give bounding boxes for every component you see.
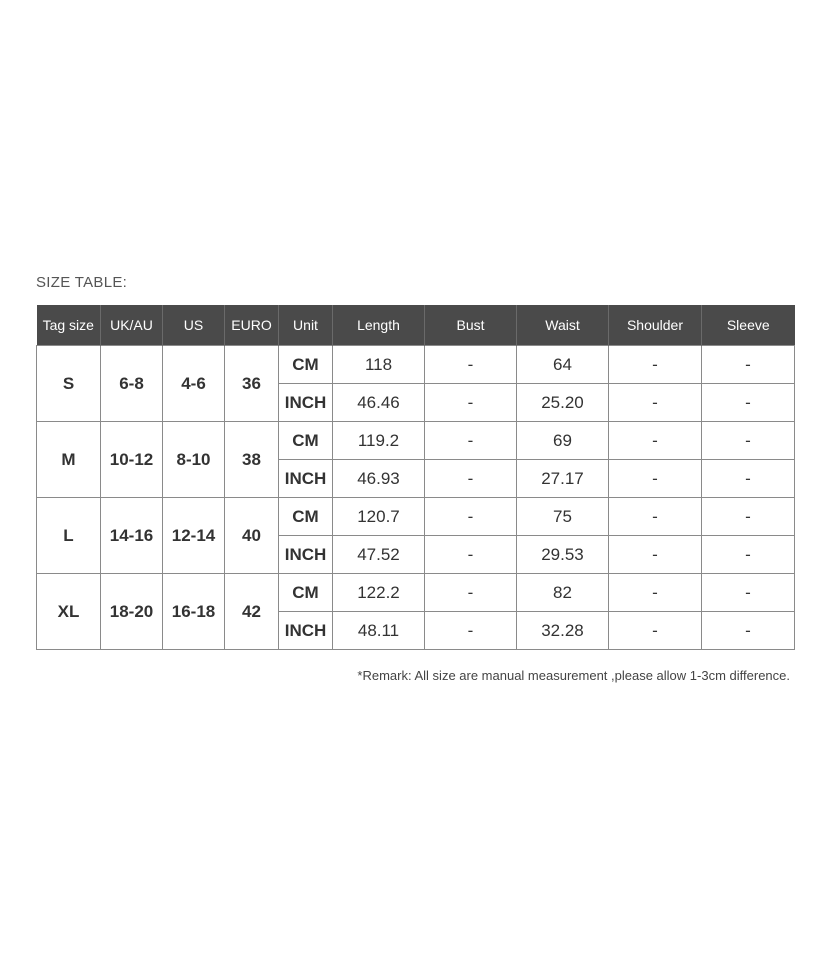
header-length: Length (333, 305, 425, 346)
waist-cell: 29.53 (517, 536, 609, 574)
uk-au-cell: 6-8 (101, 346, 163, 422)
table-row (37, 498, 795, 536)
sleeve-cell: - (702, 498, 795, 536)
sleeve-cell: - (702, 422, 795, 460)
waist-cell: 75 (517, 498, 609, 536)
tag-size-cell: M (37, 422, 101, 498)
sleeve-cell: - (702, 384, 795, 422)
sleeve-cell: - (702, 460, 795, 498)
length-cell: 120.7 (333, 498, 425, 536)
euro-cell: 42 (225, 574, 279, 650)
unit-cell: INCH (279, 384, 333, 422)
tag-size-cell: XL (37, 574, 101, 650)
header-shoulder: Shoulder (609, 305, 702, 346)
bust-cell: - (425, 612, 517, 650)
euro-cell: 36 (225, 346, 279, 422)
unit-cell: INCH (279, 536, 333, 574)
length-cell: 46.93 (333, 460, 425, 498)
bust-cell: - (425, 574, 517, 612)
size-table (36, 305, 795, 650)
us-cell: 12-14 (163, 498, 225, 574)
header-tag-size: Tag size (37, 305, 101, 346)
waist-cell: 64 (517, 346, 609, 384)
tag-size-cell: S (37, 346, 101, 422)
shoulder-cell: - (609, 536, 702, 574)
us-cell: 8-10 (163, 422, 225, 498)
us-cell: 16-18 (163, 574, 225, 650)
unit-cell: CM (279, 574, 333, 612)
euro-cell: 38 (225, 422, 279, 498)
bust-cell: - (425, 422, 517, 460)
shoulder-cell: - (609, 422, 702, 460)
shoulder-cell: - (609, 346, 702, 384)
sleeve-cell: - (702, 536, 795, 574)
euro-cell: 40 (225, 498, 279, 574)
unit-cell: INCH (279, 460, 333, 498)
header-uk-au: UK/AU (101, 305, 163, 346)
waist-cell: 82 (517, 574, 609, 612)
length-cell: 118 (333, 346, 425, 384)
waist-cell: 69 (517, 422, 609, 460)
table-row (37, 346, 795, 384)
waist-cell: 27.17 (517, 460, 609, 498)
length-cell: 47.52 (333, 536, 425, 574)
sleeve-cell: - (702, 346, 795, 384)
sleeve-cell: - (702, 612, 795, 650)
bust-cell: - (425, 460, 517, 498)
shoulder-cell: - (609, 460, 702, 498)
unit-cell: CM (279, 346, 333, 384)
remark-note: *Remark: All size are manual measurement ,please allow 1-3cm difference. (357, 668, 790, 683)
bust-cell: - (425, 498, 517, 536)
shoulder-cell: - (609, 384, 702, 422)
header-unit: Unit (279, 305, 333, 346)
uk-au-cell: 18-20 (101, 574, 163, 650)
size-table-title: SIZE TABLE: (36, 274, 128, 291)
bust-cell: - (425, 346, 517, 384)
length-cell: 48.11 (333, 612, 425, 650)
unit-cell: INCH (279, 612, 333, 650)
waist-cell: 32.28 (517, 612, 609, 650)
waist-cell: 25.20 (517, 384, 609, 422)
unit-cell: CM (279, 498, 333, 536)
table-row (37, 574, 795, 612)
header-waist: Waist (517, 305, 609, 346)
bust-cell: - (425, 536, 517, 574)
shoulder-cell: - (609, 612, 702, 650)
header-euro: EURO (225, 305, 279, 346)
header-us: US (163, 305, 225, 346)
table-row (37, 422, 795, 460)
header-sleeve: Sleeve (702, 305, 795, 346)
unit-cell: CM (279, 422, 333, 460)
uk-au-cell: 14-16 (101, 498, 163, 574)
uk-au-cell: 10-12 (101, 422, 163, 498)
length-cell: 119.2 (333, 422, 425, 460)
bust-cell: - (425, 384, 517, 422)
us-cell: 4-6 (163, 346, 225, 422)
shoulder-cell: - (609, 574, 702, 612)
table-header-row (37, 305, 795, 346)
shoulder-cell: - (609, 498, 702, 536)
sleeve-cell: - (702, 574, 795, 612)
tag-size-cell: L (37, 498, 101, 574)
length-cell: 122.2 (333, 574, 425, 612)
length-cell: 46.46 (333, 384, 425, 422)
header-bust: Bust (425, 305, 517, 346)
